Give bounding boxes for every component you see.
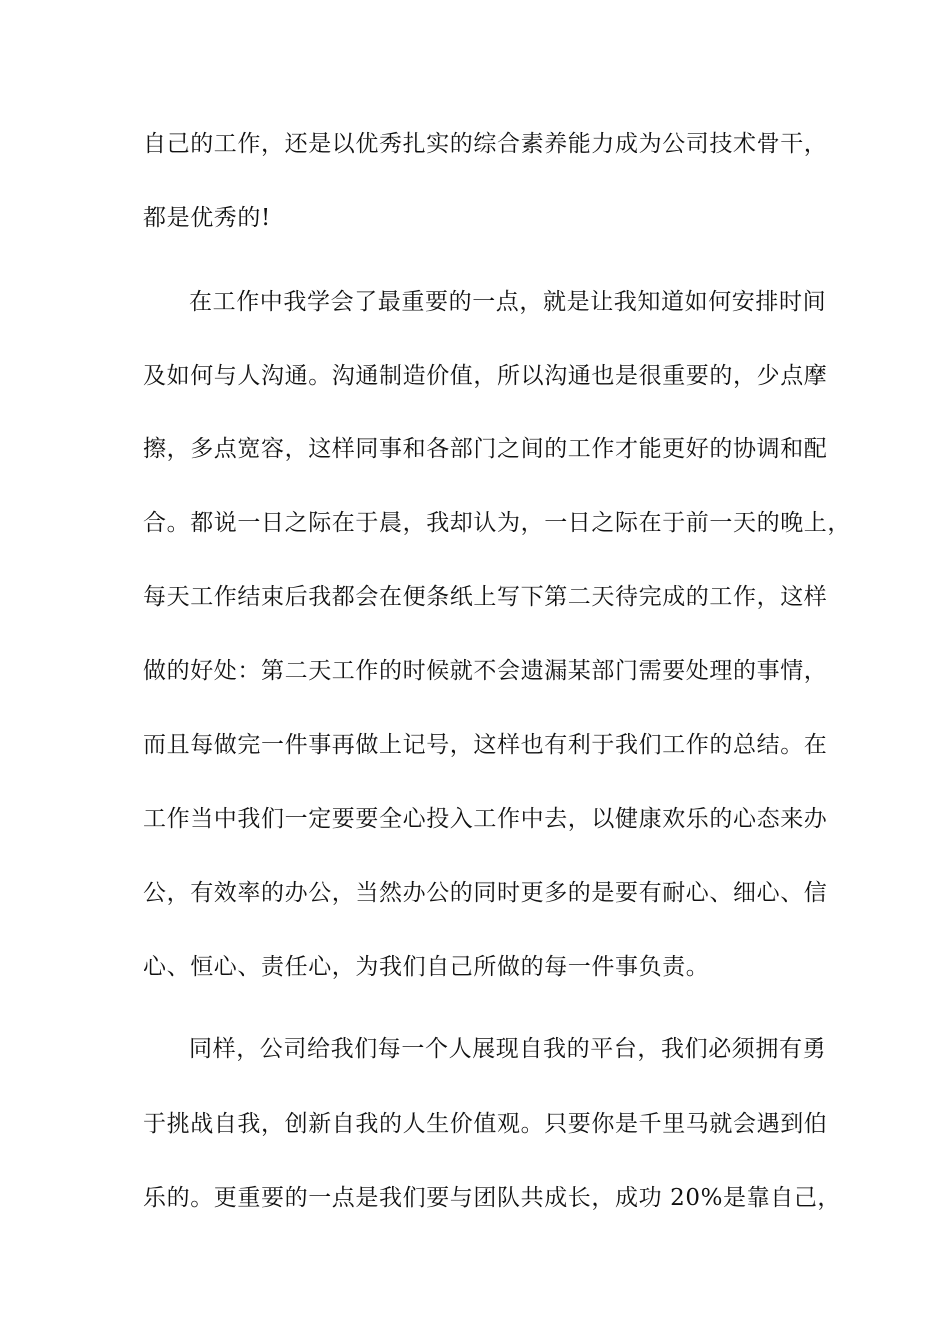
- text-line: 于挑战自我，创新自我的人生价值观。只要你是千里马就会遇到伯: [143, 1111, 828, 1137]
- text-line: 都是优秀的!: [143, 205, 271, 231]
- text-line: 擦，多点宽容，这样同事和各部门之间的工作才能更好的协调和配: [143, 436, 828, 462]
- text-line: 每天工作结束后我都会在便条纸上写下第二天待完成的工作，这样: [143, 584, 828, 610]
- text-line: 自己的工作，还是以优秀扎实的综合素养能力成为公司技术骨干，: [143, 131, 828, 157]
- text-line: 心、恒心、责任心，为我们自己所做的每一件事负责。: [143, 954, 710, 980]
- text-line: 乐的。更重要的一点是我们要与团队共成长，成功 20%是靠自己，: [143, 1185, 842, 1211]
- text-line: 而且每做完一件事再做上记号，这样也有利于我们工作的总结。在: [143, 732, 828, 758]
- paragraph-first-line: 在工作中我学会了最重要的一点，就是让我知道如何安排时间: [189, 289, 827, 315]
- text-line: 及如何与人沟通。沟通制造价值，所以沟通也是很重要的，少点摩: [143, 363, 828, 389]
- text-line: 做的好处：第二天工作的时候就不会遗漏某部门需要处理的事情，: [143, 658, 828, 684]
- text-line: 合。都说一日之际在于晨，我却认为，一日之际在于前一天的晚上，: [143, 510, 851, 536]
- text-line: 工作当中我们一定要要全心投入工作中去，以健康欢乐的心态来办: [143, 806, 828, 832]
- text-line: 公，有效率的办公，当然办公的同时更多的是要有耐心、细心、信: [143, 880, 828, 906]
- paragraph-first-line: 同样，公司给我们每一个人展现自我的平台，我们必须拥有勇: [189, 1036, 827, 1062]
